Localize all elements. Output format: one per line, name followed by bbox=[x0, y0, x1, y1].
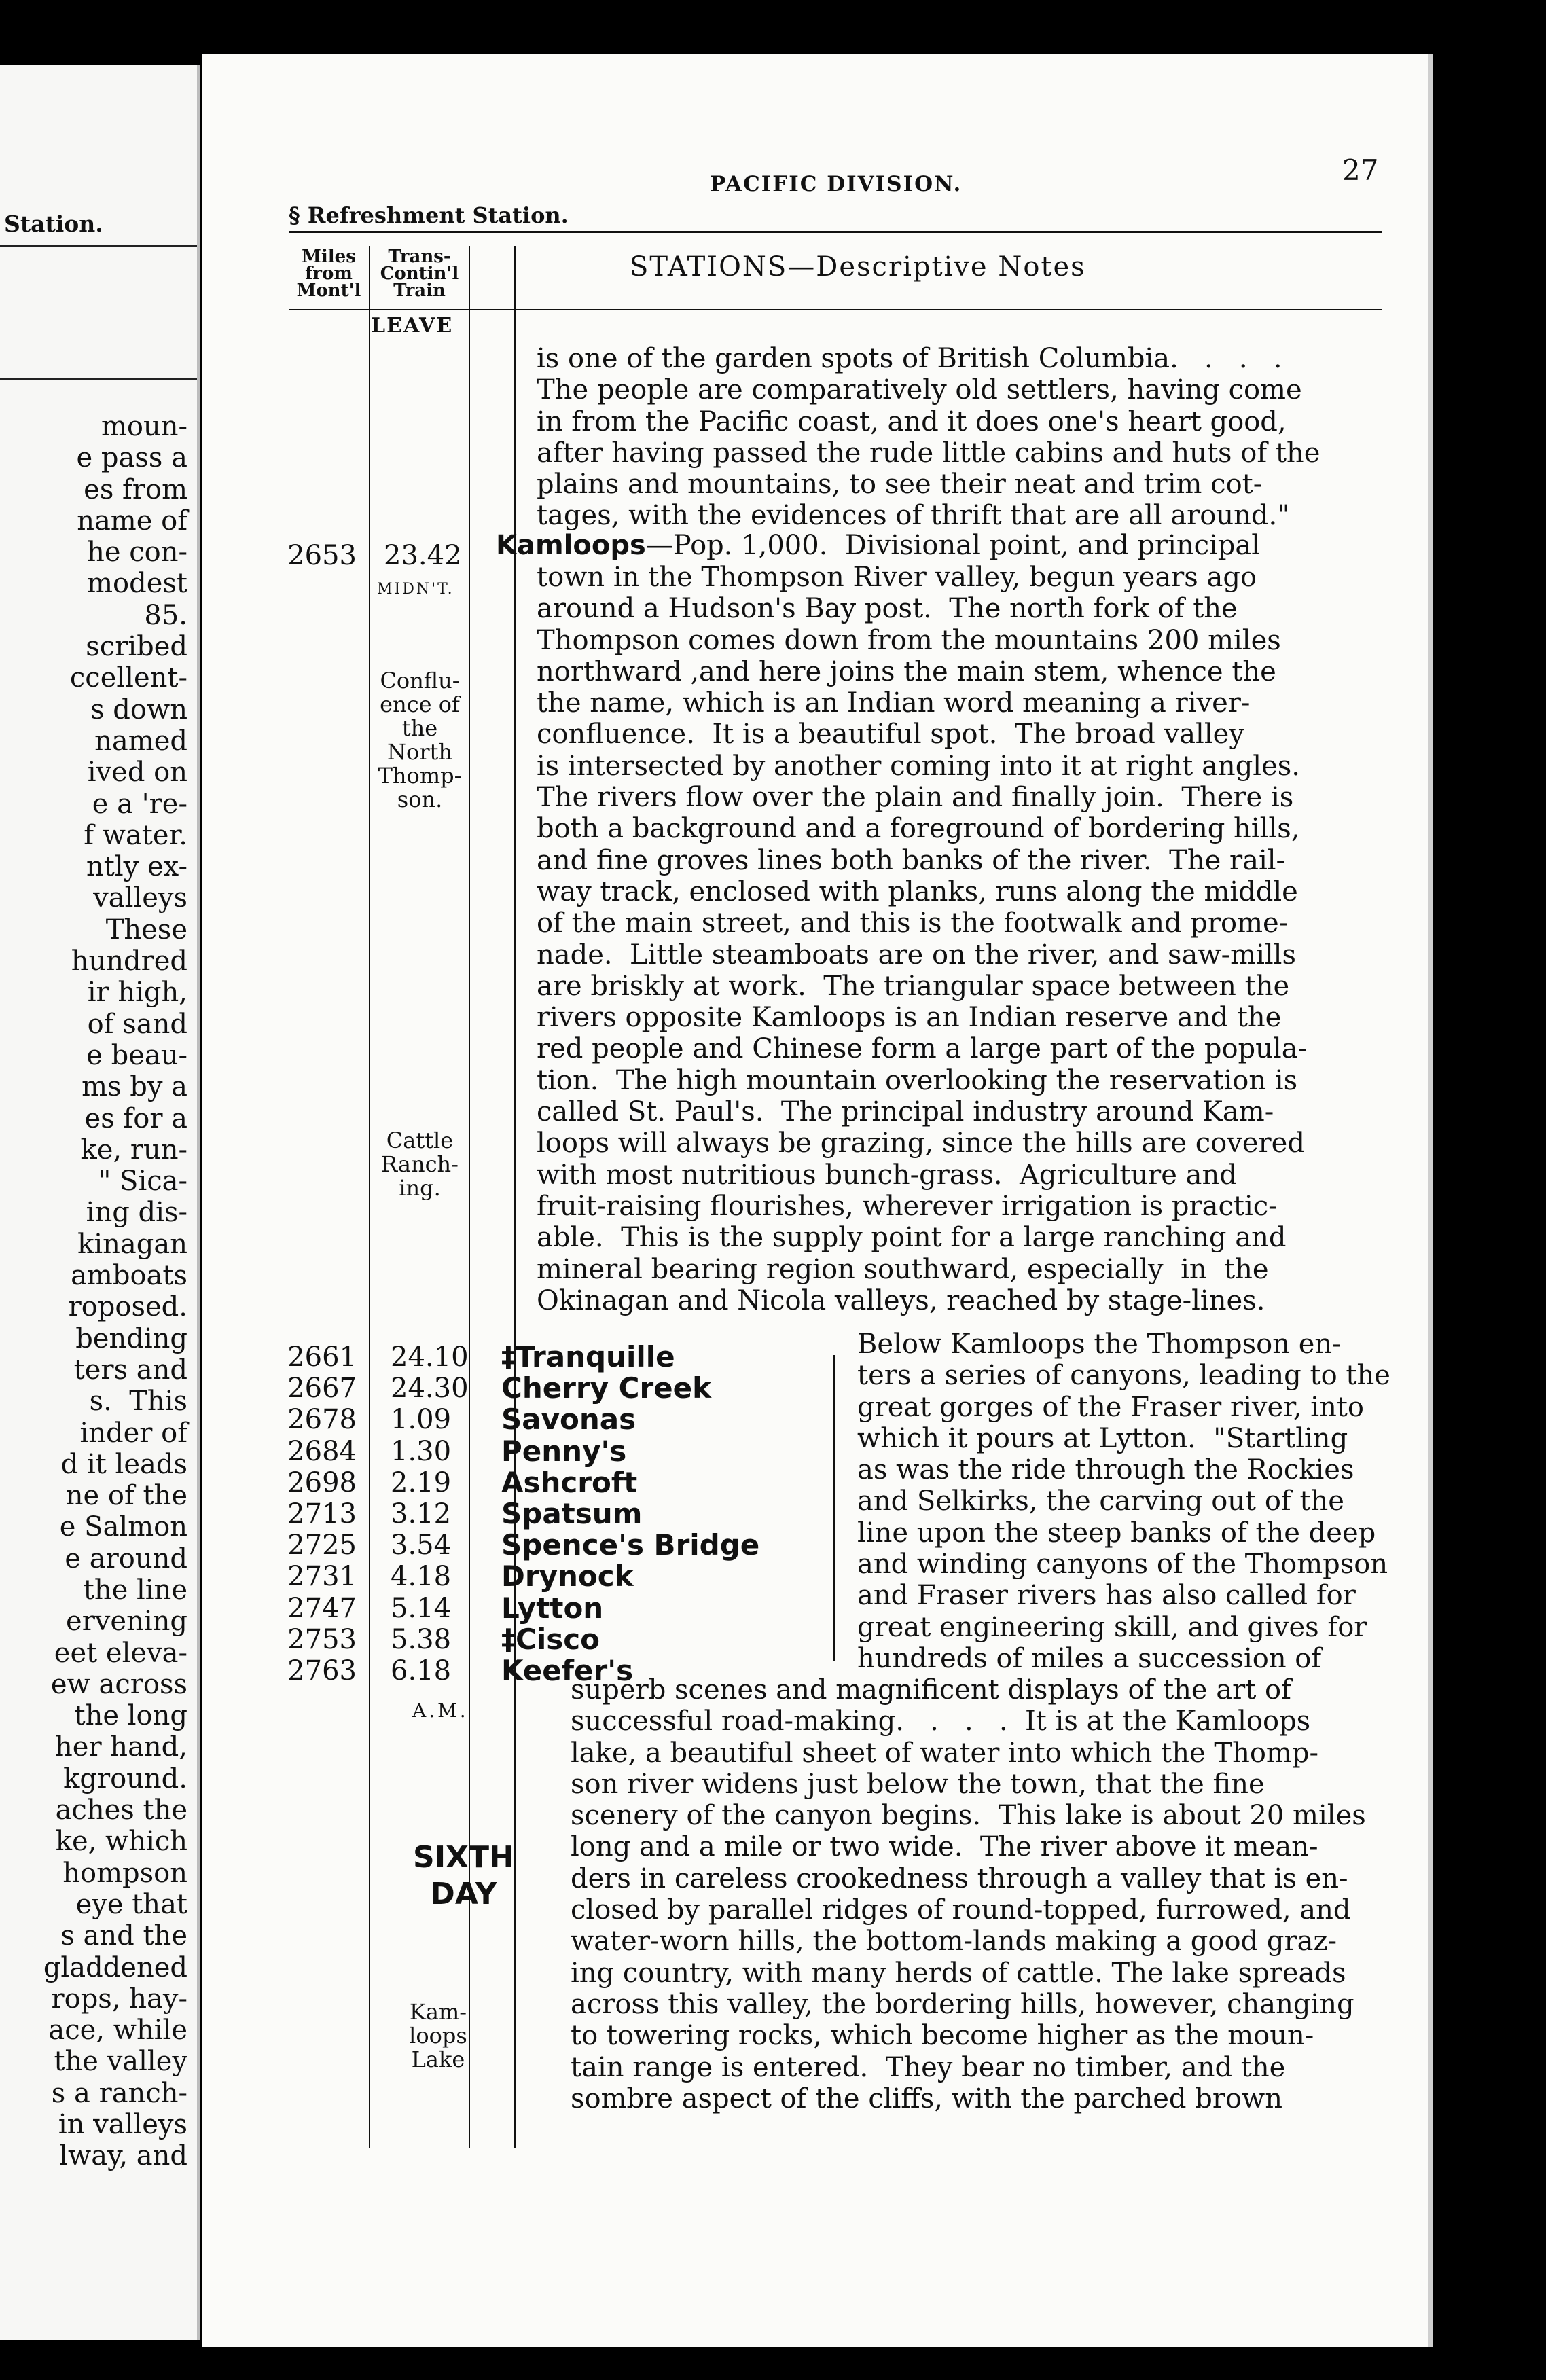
text-line: tain range is entered. They bear no timber, and the bbox=[571, 2051, 1286, 2083]
left-page-line: name of bbox=[77, 505, 187, 537]
text-line: fruit-raising flourishes, wherever irrigation is practic- bbox=[537, 1190, 1278, 1222]
kamloops-first-line-text: —Pop. 1,000. Divisional point, and principal bbox=[645, 530, 1261, 561]
text-line: son river widens just below the town, that the fine bbox=[571, 1768, 1265, 1800]
left-page-line: e beau- bbox=[86, 1039, 187, 1071]
am-label: A.M. bbox=[412, 1699, 469, 1722]
text-line: with most nutritious bunch-grass. Agriculture and bbox=[537, 1159, 1237, 1191]
text-line: great engineering skill, and gives for bbox=[857, 1611, 1367, 1643]
left-page-line: ke, run- bbox=[80, 1134, 187, 1166]
left-page-line: roposed. bbox=[68, 1291, 187, 1323]
station-miles: 2725 bbox=[287, 1530, 357, 1562]
text-line: called St. Paul's. The principal industry around Kam- bbox=[537, 1096, 1274, 1128]
left-page-line: scribed bbox=[86, 631, 187, 663]
text-line: both a background and a foreground of bordering hills, bbox=[537, 813, 1300, 845]
station-name: ‡Tranquille bbox=[501, 1340, 675, 1373]
text-line: and fine groves lines both banks of the river. The rail- bbox=[537, 844, 1286, 876]
station-name: Cherry Creek bbox=[501, 1371, 712, 1405]
station-miles: 2698 bbox=[287, 1466, 357, 1498]
station-miles: 2713 bbox=[287, 1498, 357, 1530]
station-miles: 2678 bbox=[287, 1404, 357, 1436]
station-times-column bbox=[391, 1341, 469, 1687]
text-line: great gorges of the Fraser river, into bbox=[857, 1391, 1364, 1423]
station-time: 1.30 bbox=[391, 1435, 452, 1467]
station-time: 5.14 bbox=[391, 1592, 452, 1624]
text-line: confluence. It is a beautiful spot. The broad valley bbox=[537, 719, 1244, 751]
text-line: scenery of the canyon begins. This lake is about 20 miles bbox=[571, 1800, 1366, 1832]
below-kamloops-right-text bbox=[857, 1329, 1390, 1674]
left-page-line: ke, which bbox=[55, 1826, 187, 1858]
text-line: The rivers flow over the plain and finally join. There is bbox=[537, 782, 1294, 814]
station-miles-column bbox=[275, 1341, 357, 1687]
left-page-line: bending bbox=[75, 1322, 187, 1354]
station-time: 3.12 bbox=[391, 1498, 452, 1530]
text-line: nade. Little steamboats are on the river, and saw-mills bbox=[537, 939, 1296, 971]
left-page-line: f water. bbox=[84, 819, 187, 851]
station-time: 1.09 bbox=[391, 1404, 452, 1436]
side-note-cattle: Cattle Ranch- ing. bbox=[381, 1128, 459, 1201]
text-line: Below Kamloops the Thompson en- bbox=[857, 1329, 1342, 1360]
station-name: Ashcroft bbox=[501, 1465, 638, 1499]
station-name: Penny's bbox=[501, 1434, 627, 1468]
left-page-line: ir high, bbox=[87, 977, 187, 1009]
text-line: and Fraser rivers has also called for bbox=[857, 1580, 1356, 1612]
station-name: Savonas bbox=[501, 1403, 636, 1437]
previous-page-sliver bbox=[0, 65, 200, 2340]
left-page-line: ing dis- bbox=[86, 1197, 187, 1229]
station-list-divider bbox=[833, 1355, 835, 1661]
left-page-line: ace, while bbox=[48, 2015, 187, 2047]
station-time: 5.38 bbox=[391, 1623, 452, 1655]
left-page-line: aches the bbox=[55, 1795, 187, 1826]
text-line: loops will always be grazing, since the hills are covered bbox=[537, 1128, 1305, 1159]
text-line: ters a series of canyons, leading to the bbox=[857, 1360, 1390, 1392]
left-page-line: e pass a bbox=[76, 442, 187, 474]
left-page-line: in valleys bbox=[58, 2109, 187, 2141]
text-line: red people and Chinese form a large part of the popula- bbox=[537, 1033, 1308, 1065]
text-line: and Selkirks, the carving out of the bbox=[857, 1485, 1344, 1517]
text-line: after having passed the rude little cabins and huts of the bbox=[537, 437, 1320, 469]
left-page-line: ters and bbox=[73, 1354, 187, 1386]
left-page-line: amboats bbox=[71, 1260, 187, 1292]
station-name: ‡Cisco bbox=[501, 1622, 600, 1656]
left-page-rule bbox=[0, 245, 197, 247]
text-line: and winding canyons of the Thompson bbox=[857, 1549, 1388, 1581]
left-page-line: kground. bbox=[63, 1763, 187, 1795]
station-miles: 2763 bbox=[287, 1655, 357, 1687]
station-time: 24.10 bbox=[391, 1341, 469, 1373]
page-header: PACIFIC DIVISION. bbox=[710, 172, 963, 196]
station-miles: 2667 bbox=[287, 1373, 357, 1405]
left-page-line: s down bbox=[90, 693, 187, 725]
text-line: which it pours at Lytton. "Startling bbox=[857, 1422, 1348, 1454]
left-page-line: ew across bbox=[50, 1668, 187, 1700]
station-time: 6.18 bbox=[391, 1655, 452, 1687]
kamloops-time: 23.42 bbox=[384, 540, 462, 571]
kamloops-description bbox=[537, 562, 1307, 1316]
refreshment-note: § Refreshment Station. bbox=[289, 202, 569, 228]
text-line: of the main street, and this is the footwalk and prome- bbox=[537, 907, 1289, 939]
text-line: northward ,and here joins the main stem, whence the bbox=[537, 655, 1276, 687]
left-page-line: ervening bbox=[66, 1606, 187, 1638]
text-line: is intersected by another coming into it at right angles. bbox=[537, 750, 1301, 782]
text-line: as was the ride through the Rockies bbox=[857, 1454, 1354, 1486]
left-page-line: e a 're- bbox=[92, 788, 187, 820]
left-page-line: ms by a bbox=[82, 1071, 187, 1103]
leave-label: LEAVE bbox=[371, 314, 454, 338]
left-page-header: Station. bbox=[4, 211, 103, 237]
station-name: Spence's Bridge bbox=[501, 1528, 760, 1562]
text-line: lake, a beautiful sheet of water into which the Thomp- bbox=[571, 1737, 1318, 1769]
station-time: 3.54 bbox=[391, 1530, 452, 1562]
text-line: line upon the steep banks of the deep bbox=[857, 1517, 1376, 1549]
left-page-line: valleys bbox=[93, 882, 187, 914]
column-divider bbox=[369, 246, 370, 2148]
text-line: way track, enclosed with planks, runs along the middle bbox=[537, 876, 1298, 907]
text-line: Okinagan and Nicola valleys, reached by stage-lines. bbox=[537, 1284, 1265, 1316]
kamloops-title: Kamloops bbox=[496, 530, 646, 561]
station-miles: 2661 bbox=[287, 1341, 357, 1373]
text-line: closed by parallel ridges of round-topped, furrowed, and bbox=[571, 1894, 1351, 1926]
left-page-line: hompson bbox=[62, 1857, 187, 1889]
left-page-line: es for a bbox=[84, 1102, 187, 1134]
left-page-line: e around bbox=[65, 1543, 187, 1574]
left-page-line: ntly ex- bbox=[86, 851, 187, 883]
station-name: Lytton bbox=[501, 1591, 604, 1625]
below-kamloops-text bbox=[571, 1674, 1366, 2114]
left-page-line: the long bbox=[74, 1700, 187, 1732]
text-line: plains and mountains, to see their neat and trim cot- bbox=[537, 469, 1263, 501]
sixth-day-label: SIXTH DAY bbox=[413, 1840, 514, 1911]
text-line: mineral bearing region southward, especially in the bbox=[537, 1253, 1269, 1285]
text-line: is one of the garden spots of British Columbia. . . . bbox=[537, 343, 1282, 374]
text-line: hundreds of miles a succession of bbox=[857, 1642, 1322, 1674]
station-time: 2.19 bbox=[391, 1466, 452, 1498]
left-page-line: the valley bbox=[54, 2046, 187, 2078]
left-page-line: eye that bbox=[75, 1888, 187, 1920]
page-number: 27 bbox=[1342, 154, 1379, 187]
station-time: 24.30 bbox=[391, 1373, 469, 1405]
table-top-rule bbox=[289, 231, 1382, 233]
text-line: Thompson comes down from the mountains 200 miles bbox=[537, 624, 1281, 656]
left-page-line: es from bbox=[84, 473, 187, 505]
kamloops-first-line bbox=[496, 530, 1260, 561]
left-page-line: e Salmon bbox=[59, 1511, 187, 1543]
left-page-line: " Sica- bbox=[98, 1166, 187, 1197]
miles-column-header: Miles from Mont'l bbox=[296, 247, 361, 301]
station-names-column bbox=[501, 1341, 759, 1687]
station-miles: 2684 bbox=[287, 1435, 357, 1467]
kamloops-miles: 2653 bbox=[287, 540, 357, 571]
text-line: ders in careless crookedness through a valley that is en- bbox=[571, 1862, 1348, 1894]
text-line: town in the Thompson River valley, begun years ago bbox=[537, 562, 1257, 593]
left-page-text bbox=[43, 411, 187, 2172]
left-page-line: inder of bbox=[79, 1417, 187, 1449]
left-page-line: rops, hay- bbox=[51, 1983, 187, 2015]
side-note-confluence: Conflu- ence of the North Thomp- son. bbox=[378, 668, 462, 812]
left-page-line: he con- bbox=[87, 537, 187, 569]
text-line: to towering rocks, which become higher as the moun- bbox=[571, 2020, 1314, 2052]
left-page-line: gladdened bbox=[43, 1951, 187, 1983]
text-line: long and a mile or two wide. The river above it mean- bbox=[571, 1831, 1318, 1863]
text-line: the name, which is an Indian word meaning a river- bbox=[537, 687, 1251, 719]
left-page-line: named bbox=[94, 725, 187, 757]
station-miles: 2731 bbox=[287, 1561, 357, 1593]
station-time: 4.18 bbox=[391, 1561, 452, 1593]
text-line: rivers opposite Kamloops is an Indian reserve and the bbox=[537, 1002, 1282, 1034]
text-line: able. This is the supply point for a large ranching and bbox=[537, 1222, 1287, 1254]
left-page-line: the line bbox=[83, 1574, 187, 1606]
left-page-line: lway, and bbox=[59, 2140, 187, 2172]
left-page-line: kinagan bbox=[77, 1228, 187, 1260]
left-page-line: ived on bbox=[87, 757, 187, 789]
left-page-line: s. This bbox=[89, 1386, 187, 1418]
left-page-line: These bbox=[105, 914, 187, 945]
intro-paragraph bbox=[537, 343, 1320, 532]
side-note-kamloops-lake: Kam- loops Lake bbox=[409, 1999, 467, 2072]
left-page-line: d it leads bbox=[60, 1448, 187, 1480]
station-miles: 2753 bbox=[287, 1623, 357, 1655]
text-line: successful road-making. . . . It is at the Kamloops bbox=[571, 1706, 1311, 1737]
left-page-line: ne of the bbox=[65, 1480, 187, 1512]
text-line: in from the Pacific coast, and it does one's heart good, bbox=[537, 405, 1287, 437]
left-page-line: s a ranch- bbox=[51, 2077, 187, 2109]
text-line: tion. The high mountain overlooking the reservation is bbox=[537, 1064, 1298, 1096]
left-page-line: s and the bbox=[60, 1920, 187, 1952]
station-name: Drynock bbox=[501, 1559, 634, 1593]
text-line: sombre aspect of the cliffs, with the parched brown bbox=[571, 2082, 1283, 2114]
train-column-header: Trans- Contin'l Train bbox=[380, 247, 459, 301]
left-page-line: eet eleva- bbox=[54, 1637, 187, 1669]
station-name: Spatsum bbox=[501, 1497, 643, 1531]
left-page-line: ccellent- bbox=[69, 662, 187, 694]
text-line: around a Hudson's Bay post. The north fork of the bbox=[537, 593, 1238, 625]
stations-heading: STATIONS—Descriptive Notes bbox=[630, 251, 1086, 283]
text-line: water-worn hills, the bottom-lands making a good graz- bbox=[571, 1926, 1337, 1958]
text-line: are briskly at work. The triangular space between the bbox=[537, 970, 1290, 1002]
left-page-line: modest bbox=[87, 568, 187, 600]
text-line: superb scenes and magnificent displays of the art of bbox=[571, 1674, 1291, 1706]
text-line: across this valley, the bordering hills, however, changing bbox=[571, 1988, 1354, 2020]
table-header-rule bbox=[289, 309, 1382, 310]
text-line: tages, with the evidences of thrift that are all around." bbox=[537, 500, 1290, 532]
left-page-line: hundred bbox=[71, 945, 187, 977]
text-line: The people are comparatively old settlers, having come bbox=[537, 374, 1302, 406]
left-page-line: 85. bbox=[144, 599, 187, 631]
station-miles: 2747 bbox=[287, 1592, 357, 1624]
text-line: ing country, with many herds of cattle. The lake spreads bbox=[571, 1957, 1346, 1989]
left-page-line: her hand, bbox=[55, 1731, 187, 1763]
station-name: Keefer's bbox=[501, 1654, 634, 1688]
left-page-line: moun- bbox=[101, 411, 187, 442]
left-page-line: of sand bbox=[87, 1008, 187, 1040]
left-page-rule bbox=[0, 378, 197, 380]
midnight-label: MIDN'T. bbox=[377, 581, 454, 598]
